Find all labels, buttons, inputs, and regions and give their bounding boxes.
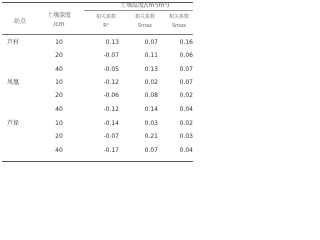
cell-value: 0.03	[144, 120, 158, 127]
group-header-underline	[84, 10, 193, 11]
cell-value: 0.21	[144, 133, 158, 140]
cell-value: 0.14	[144, 106, 158, 113]
header-site: 站点	[14, 18, 27, 25]
cell-value: 0.02	[179, 120, 193, 127]
cell-value: 0.08	[144, 92, 158, 99]
cell-value: -0.12	[103, 106, 119, 113]
cell-value: -0.12	[103, 79, 119, 86]
table-header-rule	[2, 34, 193, 35]
cell-site: 芦村	[7, 39, 20, 46]
cell-value: 0.07	[179, 79, 193, 86]
header-col5-symbol: Smax	[171, 23, 187, 29]
cell-value: 0.07	[144, 147, 158, 154]
cell-value: 0.11	[144, 52, 158, 59]
cell-value: -0.07	[103, 52, 119, 59]
cell-depth: 40	[55, 66, 63, 73]
cell-value: -0.14	[103, 120, 119, 127]
cell-value: 0.06	[179, 52, 193, 59]
cell-depth: 10	[55, 120, 63, 127]
header-group: 土壤温度/(m³/m³)	[120, 2, 170, 9]
header-col4-symbol: Smax	[137, 23, 153, 29]
cell-depth: 10	[55, 39, 63, 46]
cell-value: -0.17	[103, 147, 119, 154]
cell-value: 0.03	[179, 133, 193, 140]
cell-value: 0.07	[144, 39, 158, 46]
cell-depth: 20	[55, 92, 63, 99]
cell-depth: 10	[55, 79, 63, 86]
cell-value: 0.02	[179, 92, 193, 99]
cell-value: -0.06	[103, 92, 119, 99]
cell-depth: 40	[55, 106, 63, 113]
cell-site: 凤凰	[7, 79, 20, 86]
header-col3-symbol: R²	[103, 23, 109, 29]
table-bottom-rule	[2, 161, 193, 162]
cell-value: 0.04	[179, 147, 193, 154]
header-depth-unit: /cm	[53, 21, 65, 28]
cell-value: 0.04	[179, 106, 193, 113]
header-depth: 土壤深度	[46, 12, 71, 19]
cell-value: 0.02	[144, 79, 158, 86]
cell-value: -0.07	[103, 133, 119, 140]
cell-value: 0.13	[105, 39, 119, 46]
cell-depth: 20	[55, 133, 63, 140]
cell-value: -0.05	[103, 66, 119, 73]
header-col5: 相关系数	[168, 14, 189, 20]
cell-depth: 20	[55, 52, 63, 59]
data-table	[0, 0, 195, 164]
header-col4: 相关系数	[134, 14, 155, 20]
cell-depth: 40	[55, 147, 63, 154]
cell-site: 芦垛	[7, 120, 20, 127]
cell-value: 0.16	[179, 39, 193, 46]
header-col3: 相关系数	[95, 14, 116, 20]
cell-value: 0.13	[144, 66, 158, 73]
cell-value: 0.07	[179, 66, 193, 73]
